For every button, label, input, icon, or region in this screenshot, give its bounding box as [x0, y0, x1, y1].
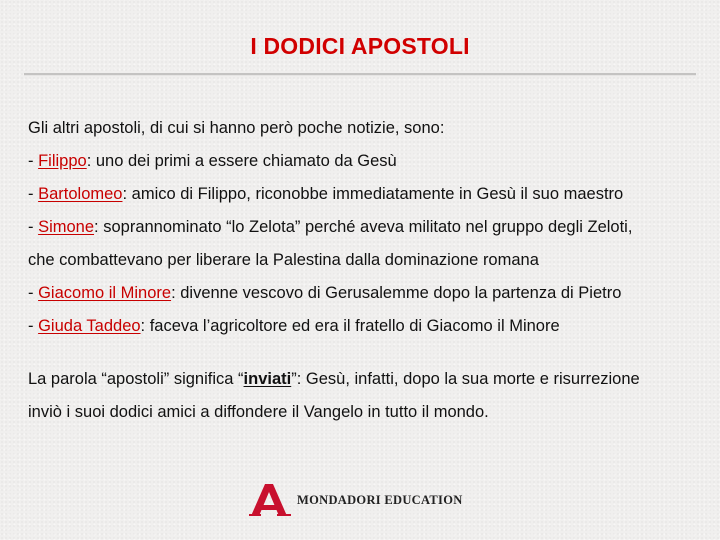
- bullet-dash: -: [28, 218, 39, 236]
- title-divider: [24, 73, 696, 75]
- apostle-item-filippo: [28, 151, 698, 171]
- bullet-dash: -: [28, 185, 39, 203]
- apostle-description: : faceva l’agricoltore ed era il fratello di Giacomo il Minore: [140, 317, 560, 335]
- closing-paragraph-line-1: [28, 369, 698, 389]
- apostle-name: Simone: [38, 218, 95, 236]
- publisher-logo-text: MONDADORI EDUCATION: [297, 492, 463, 507]
- intro-text: Gli altri apostoli, di cui si hanno però poche notizie, sono:: [28, 119, 445, 137]
- apostle-name: Bartolomeo: [38, 185, 123, 203]
- paragraph-text: La parola “apostoli” significa “: [28, 370, 244, 388]
- emphasis-word: inviati: [243, 370, 292, 388]
- apostle-item-giuda: [28, 316, 698, 336]
- apostle-name: Giuda Taddeo: [38, 317, 141, 335]
- apostle-name: Giacomo il Minore: [38, 284, 172, 302]
- apostle-description: : uno dei primi a essere chiamato da Gesù: [86, 152, 397, 170]
- apostle-item-simone: [28, 217, 698, 237]
- mondadori-a-icon: [249, 483, 291, 517]
- apostle-name: Filippo: [38, 152, 87, 170]
- publisher-logo: [249, 482, 463, 518]
- paragraph-text: ”: Gesù, infatti, dopo la sua morte e risurrezione: [291, 370, 640, 388]
- page-title: I DODICI APOSTOLI: [250, 33, 470, 59]
- apostle-item-bartolomeo: [28, 184, 698, 204]
- apostle-item-giacomo: [28, 283, 698, 303]
- apostle-item-simone-continuation: che combattevano per liberare la Palestina dalla dominazione romana: [28, 251, 539, 269]
- apostle-description: : soprannominato “lo Zelota” perché aveva militato nel gruppo degli Zeloti,: [94, 218, 633, 236]
- bullet-dash: -: [28, 284, 39, 302]
- bullet-dash: -: [28, 317, 39, 335]
- content-body: [28, 118, 698, 435]
- apostle-description: : amico di Filippo, riconobbe immediatamente in Gesù il suo maestro: [122, 185, 624, 203]
- closing-paragraph-line-2: inviò i suoi dodici amici a diffondere il Vangelo in tutto il mondo.: [28, 403, 489, 421]
- paragraph-spacer: [28, 349, 698, 369]
- apostle-description: : divenne vescovo di Gerusalemme dopo la partenza di Pietro: [171, 284, 622, 302]
- bullet-dash: -: [28, 152, 39, 170]
